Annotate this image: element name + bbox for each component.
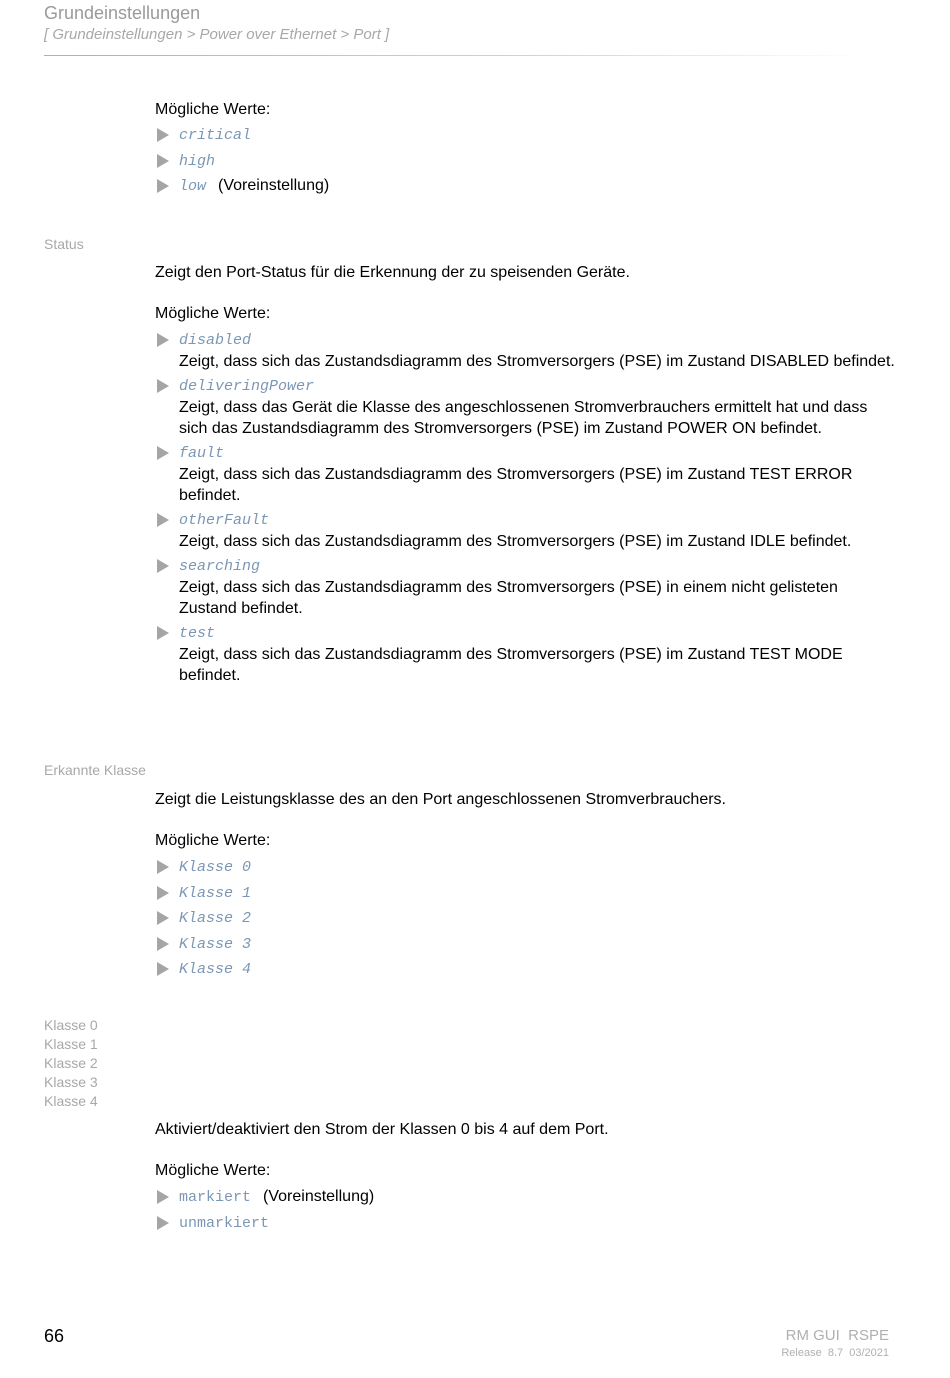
triangle-bullet-icon <box>157 379 169 393</box>
list-item <box>155 907 900 933</box>
triangle-bullet-icon <box>157 886 169 900</box>
classes-description: Aktiviert/deaktiviert den Strom der Klassen 0 bis 4 auf dem Port. <box>155 1121 609 1138</box>
value-code: high <box>179 153 216 170</box>
value-code: Klasse 3 <box>179 935 252 953</box>
list-item <box>155 856 900 882</box>
status-section <box>155 262 900 686</box>
list-item <box>155 175 900 200</box>
class-label: Klasse 4 <box>44 1093 98 1109</box>
list-item <box>155 1212 900 1238</box>
list-item <box>155 1186 900 1212</box>
triangle-bullet-icon <box>157 559 169 573</box>
class-label: Klasse 2 <box>44 1055 98 1071</box>
detected-class-values-list <box>155 856 900 984</box>
triangle-bullet-icon <box>157 154 169 168</box>
value-code: test <box>179 625 216 642</box>
triangle-bullet-icon <box>157 911 169 925</box>
footer-doc-title: RM GUI RSPE <box>785 1327 889 1344</box>
triangle-bullet-icon <box>157 860 169 874</box>
value-code: fault <box>179 445 225 462</box>
values-heading: Mögliche Werte: <box>155 305 271 322</box>
value-code: markiert <box>179 1189 252 1206</box>
value-description: Zeigt, dass sich das Zustandsdiagramm des Stromversorgers (PSE) in einem nicht gelisteten Zustand befindet. <box>179 579 838 617</box>
triangle-bullet-icon <box>157 626 169 640</box>
list-item <box>155 933 900 959</box>
class-label: Klasse 0 <box>44 1017 98 1033</box>
list-item <box>155 150 900 175</box>
value-code: searching <box>179 558 261 575</box>
value-code: Klasse 2 <box>179 910 252 927</box>
list-item <box>155 882 900 908</box>
page-header-title: Grundeinstellungen <box>44 3 201 23</box>
detected-class-description: Zeigt die Leistungsklasse des an den Port angeschlossenen Stromverbrauchers. <box>155 791 726 808</box>
triangle-bullet-icon <box>157 513 169 527</box>
triangle-bullet-icon <box>157 179 169 193</box>
value-code: critical <box>179 127 252 144</box>
triangle-bullet-icon <box>157 1190 169 1204</box>
value-description: Zeigt, dass sich das Zustandsdiagramm des Stromversorgers (PSE) im Zustand TEST MODE befindet. <box>179 646 843 684</box>
value-code: unmarkiert <box>179 1215 270 1232</box>
detected-class-section <box>155 789 900 984</box>
value-code: Klasse 0 <box>179 859 252 876</box>
values-heading: Mögliche Werte: <box>155 1162 271 1179</box>
value-code: Klasse 4 <box>179 961 252 978</box>
list-item <box>155 375 900 439</box>
class-label: Klasse 1 <box>44 1036 98 1052</box>
list-item <box>155 958 900 984</box>
triangle-bullet-icon <box>157 333 169 347</box>
value-description: Zeigt, dass das Gerät die Klasse des angeschlossenen Stromverbrauchers ermittelt hat und dass sich das Zustandsdiagramm des Stromversorgers (PSE) im Zustand POWER ON befindet. <box>179 399 868 437</box>
priority-values-list <box>155 124 900 200</box>
status-values-list <box>155 329 900 686</box>
triangle-bullet-icon <box>157 937 169 951</box>
list-item <box>155 124 900 150</box>
value-code: disabled <box>179 332 252 349</box>
classes-section <box>155 1119 900 1238</box>
header-divider <box>44 55 864 56</box>
value-description: Zeigt, dass sich das Zustandsdiagramm des Stromversorgers (PSE) im Zustand IDLE befindet. <box>179 533 852 550</box>
priority-section <box>155 99 900 200</box>
status-description: Zeigt den Port-Status für die Erkennung der zu speisenden Geräte. <box>155 264 630 281</box>
footer-release: Release 8.7 03/2021 <box>781 1347 889 1359</box>
classes-values-list <box>155 1186 900 1238</box>
value-code: otherFault <box>179 512 270 529</box>
list-item <box>155 329 900 372</box>
value-code: low <box>179 178 207 195</box>
default-note: (Voreinstellung) <box>263 1188 375 1205</box>
list-item <box>155 509 900 552</box>
list-item <box>155 555 900 619</box>
value-code: deliveringPower <box>179 378 315 395</box>
list-item <box>155 622 900 686</box>
breadcrumb: [ Grundeinstellungen > Power over Ethernet > Port ] <box>44 26 390 43</box>
list-item <box>155 442 900 506</box>
values-heading: Mögliche Werte: <box>155 101 271 118</box>
values-heading: Mögliche Werte: <box>155 832 271 849</box>
value-description: Zeigt, dass sich das Zustandsdiagramm des Stromversorgers (PSE) im Zustand TEST ERROR befindet. <box>179 466 853 504</box>
value-code: Klasse 1 <box>179 884 252 902</box>
param-label-detected-class: Erkannte Klasse <box>44 762 146 778</box>
param-label-classes <box>44 1016 98 1111</box>
class-label: Klasse 3 <box>44 1074 98 1090</box>
page-number: 66 <box>44 1326 65 1346</box>
triangle-bullet-icon <box>157 128 169 142</box>
triangle-bullet-icon <box>157 446 169 460</box>
value-description: Zeigt, dass sich das Zustandsdiagramm des Stromversorgers (PSE) im Zustand DISABLED befindet. <box>179 353 895 370</box>
triangle-bullet-icon <box>157 962 169 976</box>
param-label-status: Status <box>44 236 84 252</box>
default-note: (Voreinstellung) <box>218 177 330 194</box>
triangle-bullet-icon <box>157 1216 169 1230</box>
